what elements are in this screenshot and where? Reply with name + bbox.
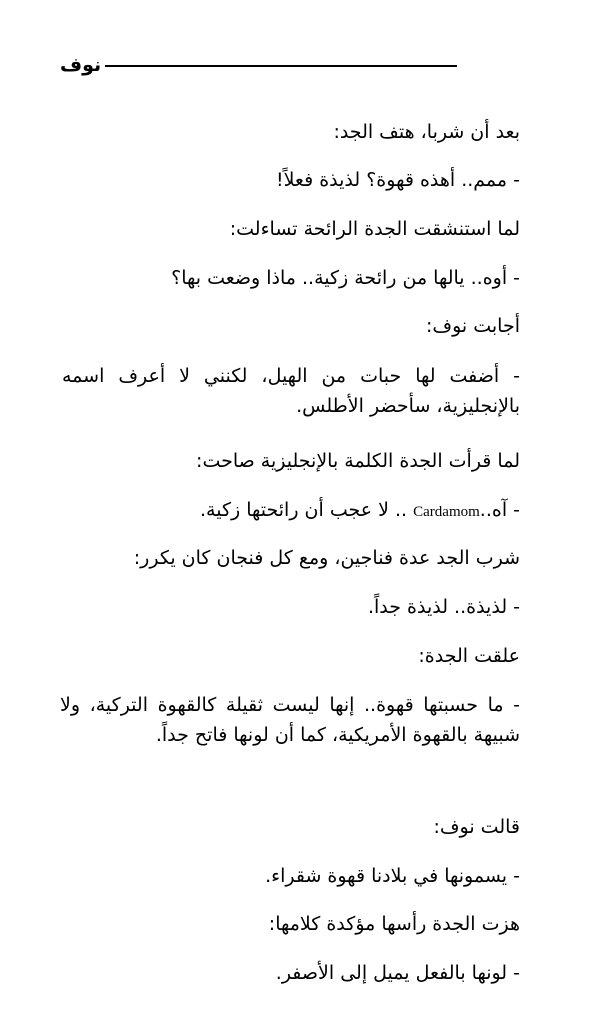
paragraph-3: لما استنشقت الجدة الرائحة تساءلت: [229,218,520,240]
paragraph-12: - ما حسبتها قهوة.. إنها ليست ثقيلة كالقهوة التركية، ولا شبيهة بالقهوة الأمريكية، كما أن لونها فاتح جداً. [60,694,520,746]
header-rule [105,65,457,67]
paragraph-8-latin-word: Cardamom [413,504,480,520]
paragraph-16: - لونها بالفعل يميل إلى الأصفر. [275,962,520,984]
paragraph-1: بعد أن شربا، هتف الجد: [333,121,520,143]
paragraph-9: شرب الجد عدة فناجين، ومع كل فنجان كان يكرر: [133,547,520,569]
paragraph-8-prefix: - آه.. [479,499,520,521]
paragraph-13: قالت نوف: [433,816,520,838]
header-title: نوف [60,54,102,76]
running-header [60,52,457,78]
paragraph-8 [60,495,520,527]
paragraph-14: - يسمونها في بلادنا قهوة شقراء. [265,865,520,887]
paragraph-8-suffix: .. لا عجب أن رائحتها زكية. [200,499,414,521]
paragraph-15: هزت الجدة رأسها مؤكدة كلامها: [268,913,520,935]
paragraph-6: - أضفت لها حبات من الهيل، لكنني لا أعرف اسمه بالإنجليزية، سأحضر الأطلس. [62,365,520,417]
paragraph-7: لما قرأت الجدة الكلمة بالإنجليزية صاحت: [196,450,520,472]
paragraph-5: أجابت نوف: [426,315,520,337]
paragraph-4: - أوه.. يالها من رائحة زكية.. ماذا وضعت بها؟ [171,267,520,289]
paragraph-10: - لذيذة.. لذيذة جداً. [367,596,520,618]
paragraph-2: - ممم.. أهذه قهوة؟ لذيذة فعلاً! [275,169,520,191]
paragraph-11: علقت الجدة: [418,645,520,667]
